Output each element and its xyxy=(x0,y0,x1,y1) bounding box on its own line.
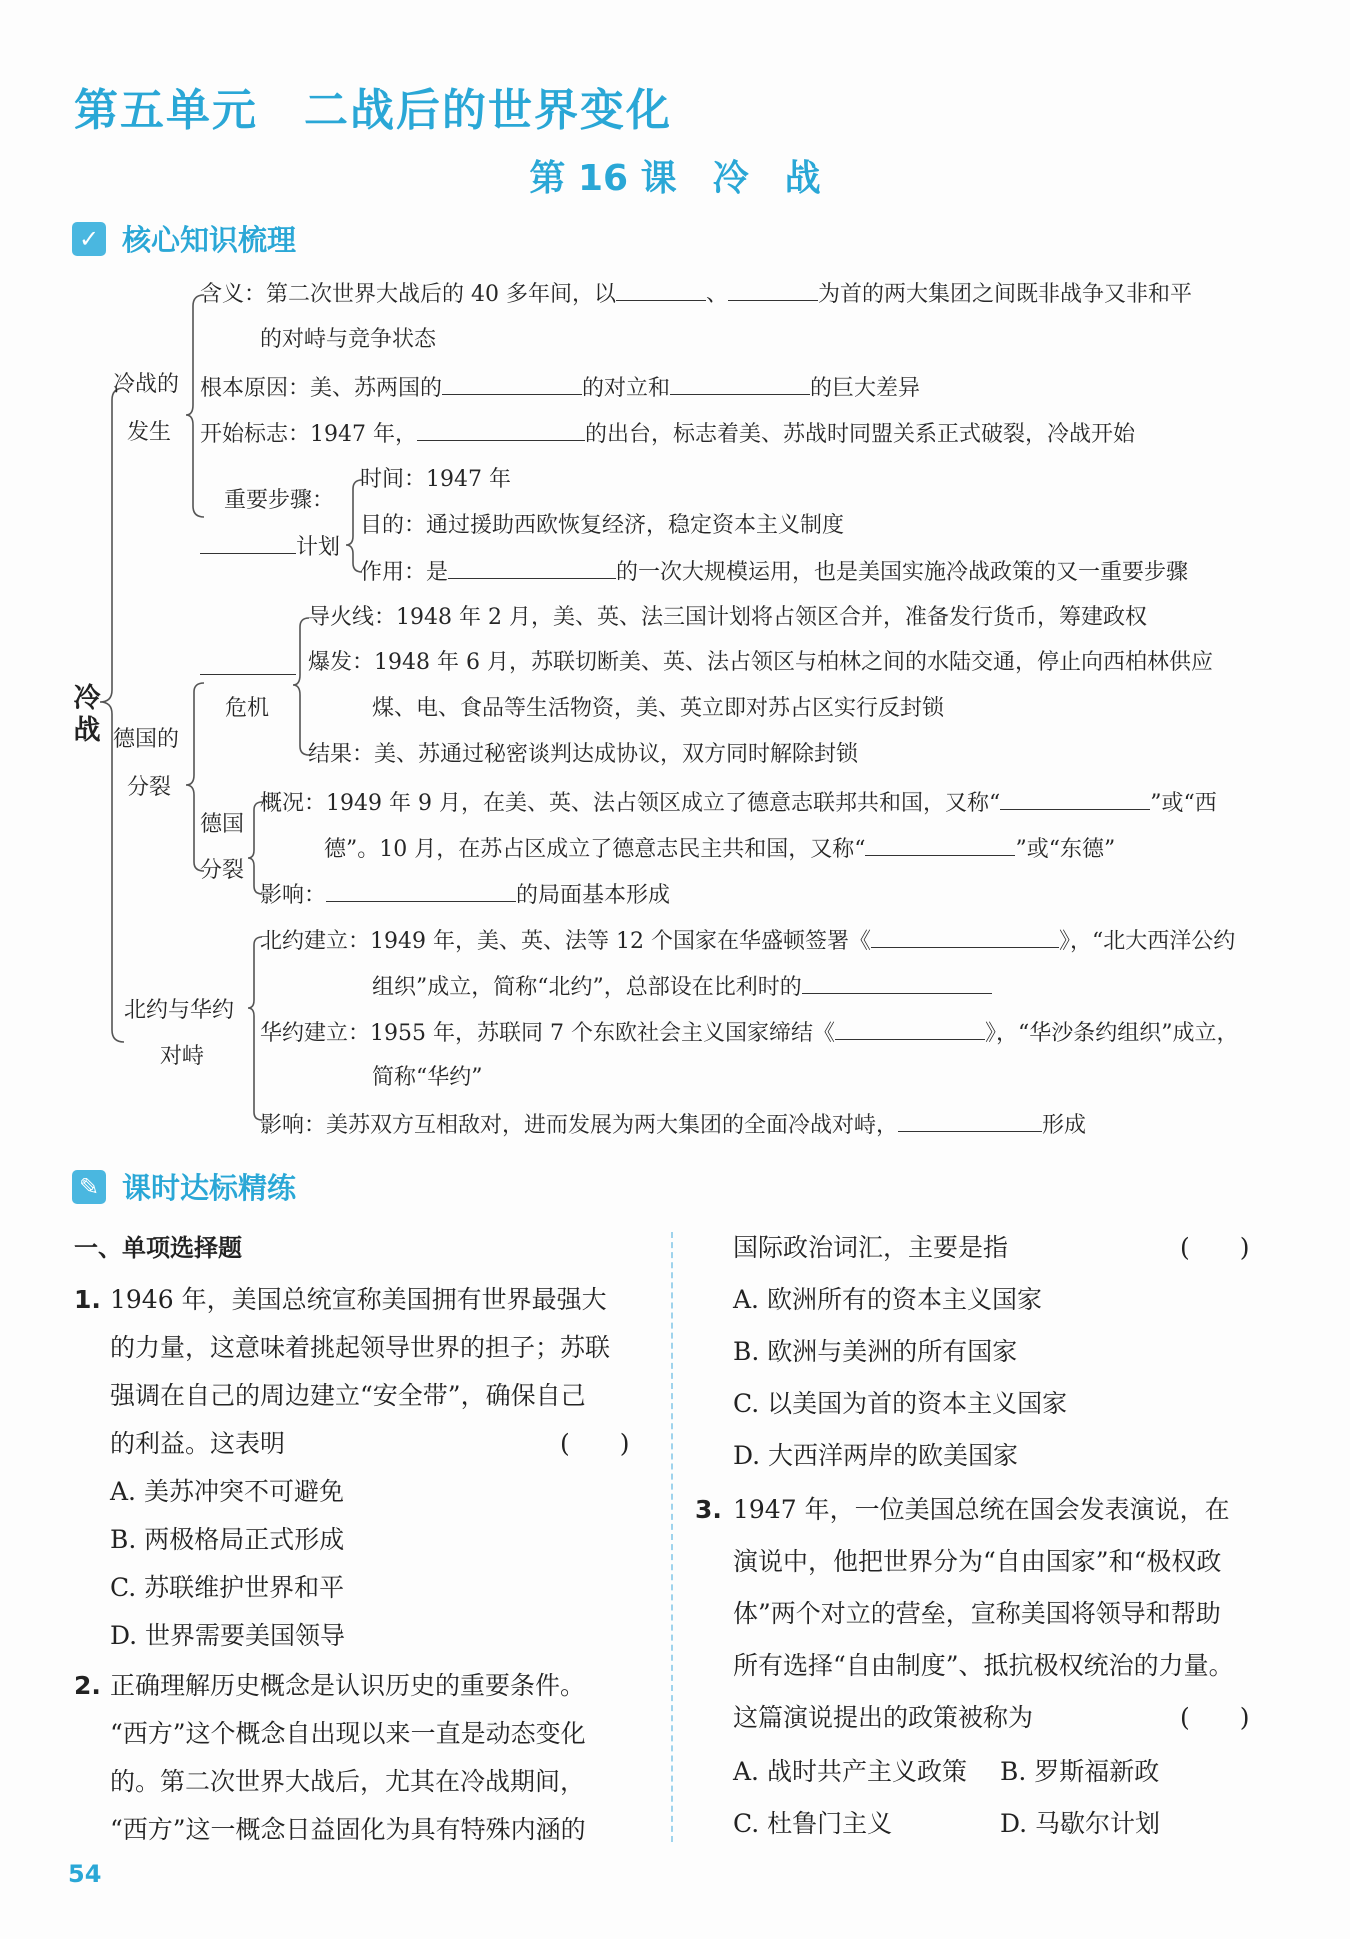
q3-answer-paren[interactable]: ( ) xyxy=(1180,1703,1250,1732)
b2-split-label-2: 分裂 xyxy=(200,858,245,883)
mindmap-root: 冷战 xyxy=(73,683,101,746)
blank-input[interactable] xyxy=(898,1111,1042,1132)
b2-fuse: 导火线：1948 年 2 月，美、英、法三国计划将占领区合并，准备发行货币，筹建政权 xyxy=(308,605,1147,630)
q1-option-c[interactable]: C. 苏联维护世界和平 xyxy=(110,1573,345,1602)
blank-input[interactable] xyxy=(200,654,296,675)
q2-line: “西方”这一概念日益固化为具有特殊内涵的 xyxy=(110,1815,586,1844)
section-title-knowledge: 核心知识梳理 xyxy=(122,223,297,257)
q3-option-a[interactable]: A. 战时共产主义政策 xyxy=(733,1757,967,1786)
q3-option-b[interactable]: B. 罗斯福新政 xyxy=(1000,1757,1160,1786)
b1-plan: 计划 xyxy=(200,533,340,561)
q1-line: 1946 年，美国总统宣称美国拥有世界最强大 xyxy=(110,1285,607,1314)
q1-line: 强调在自己的周边建立“安全带”，确保自己 xyxy=(110,1381,586,1410)
b1-label-1: 冷战的 xyxy=(113,372,180,397)
b2-crisis-blank xyxy=(200,654,296,682)
b2-label-1: 德国的 xyxy=(113,727,180,752)
b1-time: 时间：1947 年 xyxy=(360,467,511,492)
q3-number: 3. xyxy=(695,1495,722,1524)
unit-name: 二战后的世界变化 xyxy=(304,85,672,136)
pencil-square-icon: ✎ xyxy=(72,1170,106,1204)
b1-definition-line2: 的对峙与竞争状态 xyxy=(260,327,437,352)
b2-outbreak-2: 煤、电、食品等生活物资，美、英立即对苏占区实行反封锁 xyxy=(372,696,945,721)
q2-answer-paren[interactable]: ( ) xyxy=(1180,1233,1250,1262)
column-divider xyxy=(671,1232,673,1842)
q3-line: 体”两个对立的营垒，宣称美国将领导和帮助 xyxy=(733,1599,1221,1628)
b2-label-2: 分裂 xyxy=(127,775,172,800)
b2-crisis-label: 危机 xyxy=(225,696,270,721)
blank-input[interactable] xyxy=(326,881,516,902)
blank-input[interactable] xyxy=(1000,789,1150,810)
q1-option-b[interactable]: B. 两极格局正式形成 xyxy=(110,1525,345,1554)
b3-warsaw-1: 华约建立：1955 年，苏联同 7 个东欧社会主义国家缔结《 》，“华沙条约组织”成立， xyxy=(260,1021,1239,1046)
exercise-heading: 一、单项选择题 xyxy=(74,1234,242,1262)
b1-cause: 根本原因：美、苏两国的 的对立和 的巨大差异 xyxy=(200,376,921,401)
q1-number: 1. xyxy=(74,1285,101,1314)
q2-line: 的。第二次世界大战后，尤其在冷战期间， xyxy=(110,1767,586,1796)
q1-option-a[interactable]: A. 美苏冲突不可避免 xyxy=(110,1477,344,1506)
section-title-exercises: 课时达标精练 xyxy=(122,1171,297,1205)
q2-option-c[interactable]: C. 以美国为首的资本主义国家 xyxy=(733,1389,1068,1418)
b3-label-2: 对峙 xyxy=(160,1044,205,1069)
b1-definition-line1: 含义：第二次世界大战后的 40 多年间，以 、 为首的两大集团之间既非战争又非和平 xyxy=(200,282,1193,307)
b3-label-1: 北约与华约 xyxy=(124,998,235,1023)
blank-input[interactable] xyxy=(835,1019,985,1040)
blank-input[interactable] xyxy=(802,973,992,994)
q1-line: 的力量，这意味着挑起领导世界的担子；苏联 xyxy=(110,1333,611,1362)
unit-label: 第五单元 xyxy=(74,85,258,136)
q3-option-d[interactable]: D. 马歇尔计划 xyxy=(1000,1809,1161,1838)
b2-overview-2: 德”。10 月，在苏占区成立了德意志民主共和国，又称“ ”或“东德” xyxy=(324,837,1116,862)
blank-input[interactable] xyxy=(616,280,706,301)
lesson-title: 第 16 课 冷 战 xyxy=(529,158,821,199)
q3-line: 所有选择“自由制度”、抵抗极权统治的力量。 xyxy=(733,1651,1234,1680)
q1-answer-paren[interactable]: ( ) xyxy=(560,1429,630,1458)
blank-input[interactable] xyxy=(670,374,810,395)
q2-option-d[interactable]: D. 大西洋两岸的欧美国家 xyxy=(733,1441,1019,1470)
b2-outbreak-1: 爆发：1948 年 6 月，苏联切断美、英、法占领区与柏林之间的水陆交通，停止向西柏林供应 xyxy=(308,650,1213,675)
blank-input[interactable] xyxy=(442,374,582,395)
q2-line: 国际政治词汇，主要是指 xyxy=(733,1233,1009,1262)
q1-line: 的利益。这表明 xyxy=(110,1429,286,1458)
page-number: 54 xyxy=(68,1860,102,1888)
blank-input[interactable] xyxy=(728,280,818,301)
b2-overview-1: 概况：1949 年 9 月，在美、英、法占领区成立了德意志联邦共和国，又称“ ”或“西 xyxy=(260,791,1217,816)
blank-input[interactable] xyxy=(417,420,585,441)
q3-line: 演说中，他把世界分为“自由国家”和“极权政 xyxy=(733,1547,1222,1576)
b1-label-2: 发生 xyxy=(127,420,172,445)
q1-option-d[interactable]: D. 世界需要美国领导 xyxy=(110,1621,346,1650)
q2-number: 2. xyxy=(74,1671,101,1700)
check-square-icon: ✓ xyxy=(72,222,106,256)
b3-impact: 影响：美苏双方互相敌对，进而发展为两大集团的全面冷战对峙， 形成 xyxy=(260,1113,1087,1138)
q3-line: 这篇演说提出的政策被称为 xyxy=(733,1703,1034,1732)
b2-split-label-1: 德国 xyxy=(200,812,245,837)
q2-option-a[interactable]: A. 欧洲所有的资本主义国家 xyxy=(733,1285,1042,1314)
b3-warsaw-2: 简称“华约” xyxy=(372,1065,483,1090)
q2-option-b[interactable]: B. 欧洲与美洲的所有国家 xyxy=(733,1337,1018,1366)
b1-step-label: 重要步骤： xyxy=(224,488,335,513)
q2-line: 正确理解历史概念是认识历史的重要条件。 xyxy=(110,1671,586,1700)
b1-purpose: 目的：通过援助西欧恢复经济，稳定资本主义制度 xyxy=(360,513,845,538)
b2-result: 结果：美、苏通过秘密谈判达成协议，双方同时解除封锁 xyxy=(308,742,859,767)
blank-input[interactable] xyxy=(448,558,616,579)
b1-effect: 作用：是 的一次大规模运用，也是美国实施冷战政策的又一重要步骤 xyxy=(360,560,1189,585)
blank-input[interactable] xyxy=(865,835,1015,856)
q3-line: 1947 年，一位美国总统在国会发表演说，在 xyxy=(733,1495,1230,1524)
b2-impact: 影响： 的局面基本形成 xyxy=(260,883,671,908)
b3-nato-1: 北约建立：1949 年，美、英、法等 12 个国家在华盛顿签署《 》，“北大西洋公约 xyxy=(260,929,1236,954)
blank-input[interactable] xyxy=(871,927,1059,948)
q2-line: “西方”这个概念自出现以来一直是动态变化 xyxy=(110,1719,586,1748)
q3-option-c[interactable]: C. 杜鲁门主义 xyxy=(733,1809,893,1838)
b3-nato-2: 组织”成立，简称“北约”，总部设在比利时的 xyxy=(372,973,992,1001)
b1-start: 开始标志：1947 年， 的出台，标志着美、苏战时同盟关系正式破裂，冷战开始 xyxy=(200,422,1135,447)
blank-input[interactable] xyxy=(200,533,296,554)
